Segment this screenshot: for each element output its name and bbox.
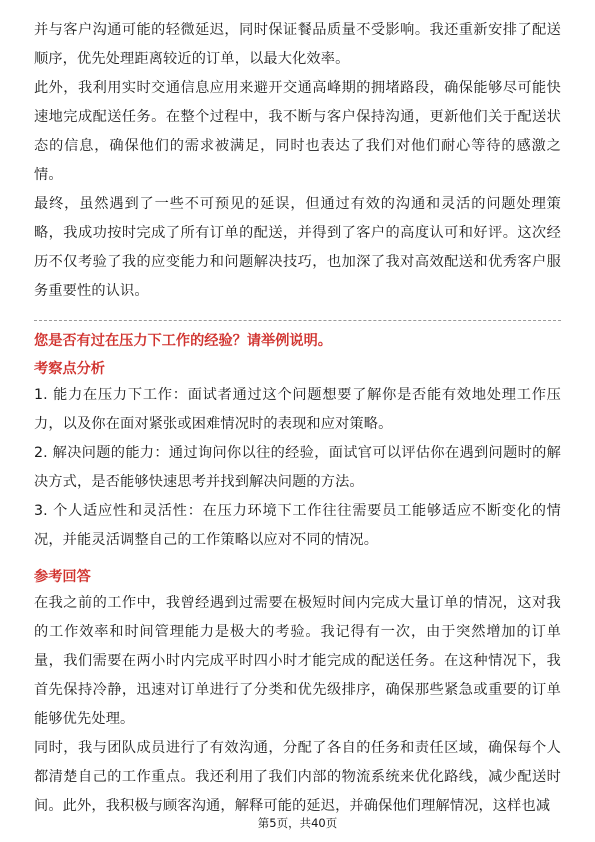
page-number-footer: 第5页，共40页 (257, 816, 338, 830)
question-heading: 您是否有过在压力下工作的经验？请举例说明。 (34, 333, 332, 349)
analysis-heading: 考察点分析 (34, 361, 105, 377)
analysis-item-3: 3. 个人适应性和灵活性：在压力环境下工作往往需要员工能够适应不断变化的情况，并能灵活调整自己的工作策略以应对不同的情况。 (34, 503, 561, 548)
answer-heading: 参考回答 (34, 569, 91, 585)
analysis-item-2: 2. 解决问题的能力：通过询问你以往的经验，面试官可以评估你在遇到问题时的解决方式，是否能够快速思考并找到解决问题的方法。 (34, 445, 561, 490)
section-divider (34, 320, 561, 321)
document-page (34, 16, 561, 821)
intro-paragraph-1: 并与客户沟通可能的轻微延迟，同时保证餐品质量不受影响。我还重新安排了配送顺序，优先处理距离较近的订单，以最大化效率。 (34, 22, 561, 67)
intro-paragraph-3: 最终，虽然遇到了一些不可预见的延误，但通过有效的沟通和灵活的问题处理策略，我成功按时完成了所有订单的配送，并得到了客户的高度认可和好评。这次经历不仅考验了我的应变能力和问题解决技巧，也加深了我对高效配送和优秀客户服务重要性的认识。 (34, 196, 561, 299)
answer-paragraph-1: 在我之前的工作中，我曾经遇到过需要在极短时间内完成大量订单的情况，这对我的工作效率和时间管理能力是极大的考验。我记得有一次，由于突然增加的订单量，我们需要在两小时内完成平时四小时才能完成的配送任务。在这种情况下，我首先保持冷静，迅速对订单进行了分类和优先级排序，确保那些紧急或重要的订单能够优先处理。 (34, 595, 561, 727)
intro-paragraph-2: 此外，我利用实时交通信息应用来避开交通高峰期的拥堵路段，确保能够尽可能快速地完成配送任务。在整个过程中，我不断与客户保持沟通，更新他们关于配送状态的信息，确保他们的需求被满足，同时也表达了我们对他们耐心等待的感激之情。 (34, 80, 561, 183)
answer-paragraph-2: 同时，我与团队成员进行了有效沟通，分配了各自的任务和责任区域，确保每个人都清楚自己的工作重点。我还利用了我们内部的物流系统来优化路线，减少配送时间。此外，我积极与顾客沟通，解释可能的延迟，并确保他们理解情况，这样也减 (34, 740, 561, 814)
analysis-item-1: 1. 能力在压力下工作：面试者通过这个问题想要了解你是否能有效地处理工作压力，以及你在面对紧张或困难情况时的表现和应对策略。 (34, 387, 561, 432)
